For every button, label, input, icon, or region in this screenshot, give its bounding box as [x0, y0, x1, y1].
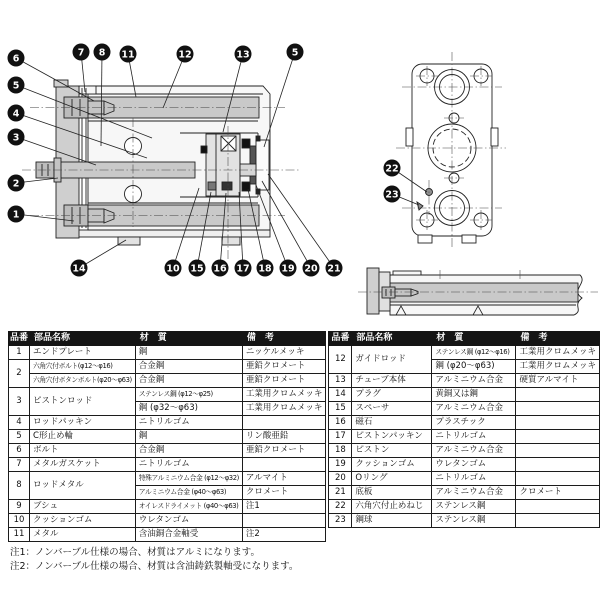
table-cell: 鋼 [135, 346, 242, 360]
callout-badge [8, 77, 25, 94]
table-cell: クロメート [516, 486, 600, 500]
callout-badge [235, 260, 252, 277]
table-cell: 2 [9, 360, 30, 388]
table-cell: アルミニウム合金 [432, 486, 516, 500]
table-cell: 合金鋼 [135, 444, 242, 458]
table-cell: ピストン [352, 444, 432, 458]
table-cell: 亜鉛クロメート [242, 360, 326, 374]
table-cell [516, 444, 600, 458]
table-cell: 9 [9, 500, 30, 514]
table-row [9, 472, 326, 486]
svg-text:21: 21 [327, 263, 341, 275]
table-cell: ブシュ [30, 500, 136, 514]
svg-text:8: 8 [98, 47, 106, 59]
table-cell: スペーサ [352, 402, 432, 416]
table-row [9, 514, 326, 528]
table-row [9, 346, 326, 360]
footnote-1: 注1：ノンバーブル仕様の場合、材質はアルミになります。 [10, 547, 261, 558]
table-cell [516, 458, 600, 472]
svg-text:3: 3 [12, 132, 20, 144]
table-cell: 8 [9, 472, 30, 500]
table-cell: リン酸亜鉛 [242, 430, 326, 444]
table-cell: 亜鉛クロメート [242, 444, 326, 458]
table-cell: ステンレス鋼 (φ12～φ16) [432, 346, 516, 360]
svg-text:13: 13 [236, 49, 250, 61]
table-cell: 磁石 [352, 416, 432, 430]
table-cell: ボルト [30, 444, 136, 458]
table-cell [516, 500, 600, 514]
svg-text:10: 10 [166, 263, 180, 275]
table-cell: 工業用クロムメッキ [242, 402, 326, 416]
table-cell: 11 [9, 528, 30, 542]
callout-badge [189, 260, 206, 277]
column-header: 部品名称 [352, 332, 432, 346]
svg-text:11: 11 [121, 49, 135, 61]
callout-badge [384, 186, 401, 203]
table-cell: 六角穴付止めねじ [352, 500, 432, 514]
table-row [9, 430, 326, 444]
callout-badge [120, 46, 137, 63]
table-cell: メタルガスケット [30, 458, 136, 472]
table-cell: アルマイト [242, 472, 326, 486]
table-row [329, 402, 600, 416]
table-cell: Oリング [352, 472, 432, 486]
callout-badge [8, 105, 25, 122]
table-row [329, 374, 600, 388]
table-row [329, 458, 600, 472]
table-cell: 亜鉛クロメート [242, 374, 326, 388]
table-row [329, 500, 600, 514]
parts-table-left [8, 331, 326, 542]
column-header: 部品名称 [30, 332, 136, 346]
table-cell: ニトリルゴム [432, 472, 516, 486]
table-row [329, 430, 600, 444]
table-cell: 鋼 [135, 430, 242, 444]
table-cell: ニトリルゴム [135, 416, 242, 430]
footnote-2: 注2：ノンバーブル仕様の場合、材質は含油鋳鉄製軸受になります。 [10, 561, 299, 573]
parts-tables [8, 331, 600, 542]
table-cell: アルミニウム合金 [432, 374, 516, 388]
table-cell: 5 [9, 430, 30, 444]
column-header: 品番 [329, 332, 352, 346]
table-cell [516, 402, 600, 416]
table-cell: 工業用クロムメッキ [516, 346, 600, 360]
svg-text:18: 18 [258, 263, 272, 275]
callout-badge [71, 260, 88, 277]
table-row [329, 486, 600, 500]
table-cell: クッションゴム [352, 458, 432, 472]
callout-badge [177, 46, 194, 63]
table-cell: 6 [9, 444, 30, 458]
table-cell: 13 [329, 374, 352, 388]
table-row [9, 416, 326, 430]
table-cell: オイレスドライメット (φ40～φ63) [135, 500, 242, 514]
table-cell: 19 [329, 458, 352, 472]
table-cell [242, 458, 326, 472]
table-cell: チューブ本体 [352, 374, 432, 388]
column-header: 材 質 [135, 332, 242, 346]
callout-badge [165, 260, 182, 277]
table-cell: ニッケルメッキ [242, 346, 326, 360]
table-cell [516, 430, 600, 444]
table-cell: 合金鋼 [135, 360, 242, 374]
table-cell: 黄銅又は鋼 [432, 388, 516, 402]
table-row [329, 346, 600, 360]
table-cell [516, 416, 600, 430]
table-row [9, 444, 326, 458]
table-cell: C形止め輪 [30, 430, 136, 444]
table-cell [516, 472, 600, 486]
svg-text:2: 2 [12, 178, 20, 190]
table-cell: ロッドメタル [30, 472, 136, 500]
svg-text:1: 1 [12, 209, 20, 221]
table-cell: ウレタンゴム [135, 514, 242, 528]
table-cell: 4 [9, 416, 30, 430]
callout-badge [257, 260, 274, 277]
callout-badge [235, 46, 252, 63]
table-cell: 7 [9, 458, 30, 472]
table-cell [516, 388, 600, 402]
end-view [396, 52, 506, 248]
table-cell: 工業用クロムメッキ [516, 360, 600, 374]
table-cell: 12 [329, 346, 352, 374]
column-header: 品番 [9, 332, 30, 346]
callout-badge [326, 260, 343, 277]
table-cell: 17 [329, 430, 352, 444]
table-cell: ウレタンゴム [432, 458, 516, 472]
svg-text:4: 4 [12, 108, 20, 120]
callout-badge [280, 260, 297, 277]
table-cell: 注2 [242, 528, 326, 542]
table-cell [516, 514, 600, 528]
table-row [9, 388, 326, 402]
table-cell: アルミニウム合金 [432, 402, 516, 416]
callout-badge [212, 260, 229, 277]
table-cell: メタル [30, 528, 136, 542]
svg-text:5: 5 [12, 80, 20, 92]
table-cell [242, 514, 326, 528]
svg-text:7: 7 [77, 47, 85, 59]
svg-text:17: 17 [236, 263, 250, 275]
callout-badge [303, 260, 320, 277]
table-cell: ピストンパッキン [352, 430, 432, 444]
callout-badge [384, 160, 401, 177]
table-cell: 特殊アルミニウム合金 (φ12～φ32) [135, 472, 242, 486]
table-cell: 含油銅合金軸受 [135, 528, 242, 542]
table-cell: 14 [329, 388, 352, 402]
table-row [9, 458, 326, 472]
svg-text:12: 12 [178, 49, 192, 61]
table-cell: 鋼 (φ20～φ63) [432, 360, 516, 374]
callout-badge [8, 175, 25, 192]
table-cell: 底板 [352, 486, 432, 500]
table-cell: 16 [329, 416, 352, 430]
table-cell: プラグ [352, 388, 432, 402]
table-cell: 工業用クロムメッキ [242, 388, 326, 402]
partial-side-view [358, 268, 598, 315]
table-row [329, 472, 600, 486]
table-cell: 硬質アルマイト [516, 374, 600, 388]
callout-badge [8, 206, 25, 223]
table-cell: エンドプレート [30, 346, 136, 360]
table-row [329, 444, 600, 458]
table-cell: ステンレス鋼 [432, 514, 516, 528]
table-cell: 鋼 (φ32～φ63) [135, 402, 242, 416]
table-cell: アルミニウム合金 [432, 444, 516, 458]
table-row [9, 528, 326, 542]
table-cell: アルミニウム合金 (φ40～φ63) [135, 486, 242, 500]
table-cell: 鋼球 [352, 514, 432, 528]
table-row [9, 500, 326, 514]
table-cell: プラスチック [432, 416, 516, 430]
callout-badge [287, 44, 304, 61]
callout-badge [73, 44, 90, 61]
svg-text:20: 20 [304, 263, 318, 275]
svg-text:22: 22 [385, 163, 399, 175]
table-cell: ニトリルゴム [135, 458, 242, 472]
svg-text:16: 16 [213, 263, 227, 275]
table-row [329, 388, 600, 402]
svg-text:15: 15 [190, 263, 204, 275]
table-cell: ステンレス鋼 (φ12～φ25) [135, 388, 242, 402]
column-header: 備 考 [242, 332, 326, 346]
table-cell: 合金鋼 [135, 374, 242, 388]
table-cell: 1 [9, 346, 30, 360]
svg-text:14: 14 [72, 263, 86, 275]
svg-text:5: 5 [291, 47, 299, 59]
table-cell: 六角穴付ボタンボルト(φ20～φ63) [30, 374, 136, 388]
table-cell: クッションゴム [30, 514, 136, 528]
table-cell: ステンレス鋼 [432, 500, 516, 514]
callout-badge [94, 44, 111, 61]
table-cell: 21 [329, 486, 352, 500]
table-row [9, 374, 326, 388]
svg-text:6: 6 [12, 53, 20, 65]
table-cell: 15 [329, 402, 352, 416]
parts-table-right [328, 331, 600, 528]
main-section-view [22, 80, 300, 260]
table-cell: ピストンロッド [30, 388, 136, 416]
table-row [9, 360, 326, 374]
table-cell: 22 [329, 500, 352, 514]
table-cell: 注1 [242, 500, 326, 514]
table-cell: 六角穴付ボルト(φ12～φ16) [30, 360, 136, 374]
table-cell: 23 [329, 514, 352, 528]
table-cell: クロメート [242, 486, 326, 500]
callout-badge [8, 50, 25, 67]
column-header: 材 質 [432, 332, 516, 346]
table-row [329, 514, 600, 528]
table-cell: 10 [9, 514, 30, 528]
svg-text:23: 23 [385, 189, 399, 201]
table-cell: ニトリルゴム [432, 430, 516, 444]
table-cell: ガイドロッド [352, 346, 432, 374]
footnotes [10, 546, 298, 575]
table-cell: ロッドパッキン [30, 416, 136, 430]
callout-badge [8, 129, 25, 146]
table-row [329, 416, 600, 430]
svg-text:19: 19 [281, 263, 295, 275]
column-header: 備 考 [516, 332, 600, 346]
table-cell: 3 [9, 388, 30, 416]
table-cell: 18 [329, 444, 352, 458]
piston-assembly [201, 134, 269, 196]
table-cell [242, 416, 326, 430]
table-cell: 20 [329, 472, 352, 486]
